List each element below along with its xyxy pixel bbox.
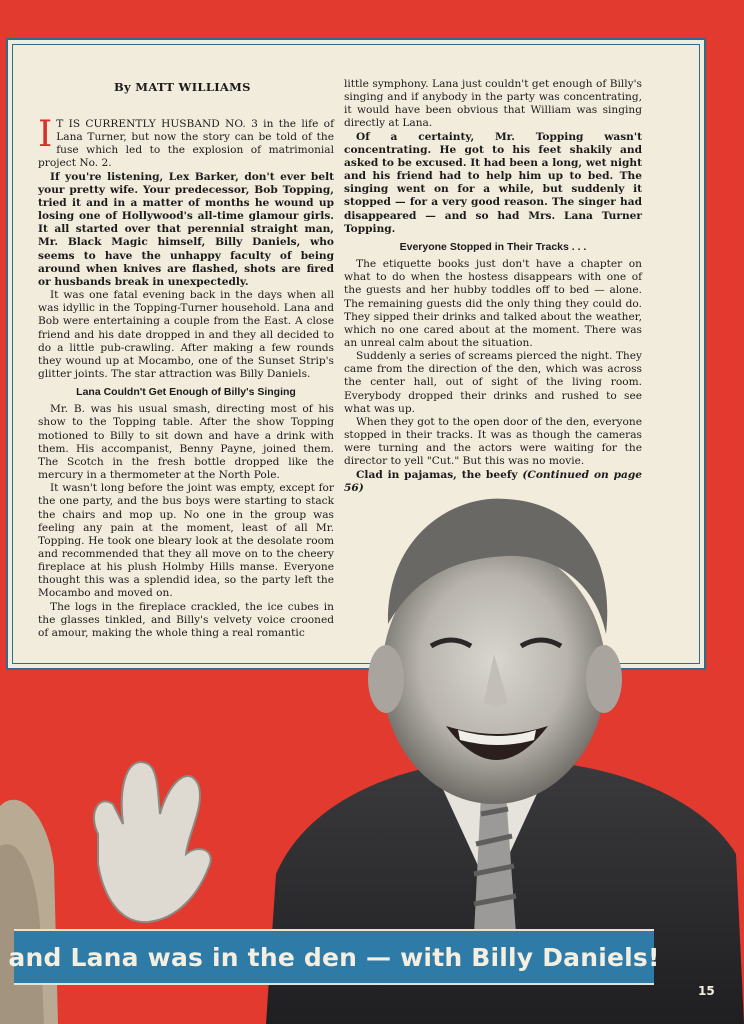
subheading: Lana Couldn't Get Enough of Billy's Singing — [76, 386, 296, 399]
photo-caption-bar — [8, 929, 660, 985]
paragraph: It was one fatal evening back in the days when all was idyllic in the Topping-Turner household. Lana and Bob were entertaining a couple from the East. A close friend and his date dropped in and they all decided to do a little pub-crawling. After making a few rounds they wound up at Mocambo, one of the Sunset Strip's glitter joints. The star attraction was Billy Daniels. — [38, 289, 334, 380]
byline: By MATT WILLIAMS — [114, 80, 251, 94]
raised-hand-photo — [78, 744, 228, 924]
paragraph: It wasn't long before the joint was empty, except for the one party, and the bus boys were starting to stack the chairs and mop up. No one in the group was feeling any pain at the moment, least of all Mr. Topping. He took one bleary look at the desolate room and recommended that they all move on to the cheery fireplace at his plush Holmby Hills manse. Everyone thought this was a splendid idea, so the party left the Mocambo and moved on. — [38, 482, 334, 600]
paragraph: Mr. B. was his usual smash, directing most of his show to the Topping table. After the show Topping motioned to Billy to sit down and have a drink with them. His accompanist, Benny Payne, joined them. The Scotch in the fresh bottle dropped like the mercury in a thermometer at the North Pole. — [38, 403, 334, 482]
lead-paragraph — [38, 114, 334, 171]
paragraph: Of a certainty, Mr. Topping wasn't concentrating. He got to his feet shakily and asked to be excused. It had been a long, wet night and his friend had to help him up to bed. The singing went on for a while, but suddenly it stopped — for a very good reason. The singer had disappeared — and so had Mrs. Lana Turner Topping. — [344, 130, 642, 235]
drop-cap: I — [38, 114, 53, 155]
closing-text: Clad in pajamas, the beefy — [356, 468, 523, 481]
paragraph: If you're listening, Lex Barker, don't ever belt your pretty wife. Your predecessor, Bob Topping, tried it and in a matter of months he wound up losing one of Hollywood's all-time glamour girls. It all started over that perennial straight man, Mr. Black Magic himself, Billy Daniels, who seems to have the unhappy faculty of being around when knives are flashed, shots are fired or husbands break in unexpectedly. — [38, 170, 334, 288]
paragraph: Suddenly a series of screams pierced the night. They came from the direction of the den, which was across the center hall, out of sight of the living room. Everybody dropped their drinks and rushed to see what was up. — [344, 350, 642, 415]
lead-text: T IS CURRENTLY HUSBAND NO. 3 in the life of Lana Turner, but now the story can be told of the fuse which led to the explosion of matrimonial project No. 2. — [38, 118, 334, 170]
subheading: Everyone Stopped in Their Tracks . . . — [399, 240, 587, 253]
continued-note: (Continued on page 56) — [344, 468, 642, 494]
paragraph: The logs in the fireplace crackled, the ice cubes in the glasses tinkled, and Billy's velvety voice crooned of amour, making the whole thing a real romantic — [38, 600, 334, 639]
photo-caption: and Lana was in the den — with Billy Daniels! — [8, 942, 660, 972]
article-column-right — [344, 78, 642, 495]
partial-figure-photo — [0, 786, 58, 1024]
paragraph: The etiquette books just don't have a chapter on what to do when the hostess disappears with one of the guests and her hubby toddles off to bed — alone. The remaining guests did the only thing they could do. They sipped their drinks and talked about the weather, which no one cared about at the moment. There was an unreal calm about the situation. — [344, 258, 642, 349]
paragraph: little symphony. Lana just couldn't get enough of Billy's singing and if anybody in the party was concentrating, it would have been obvious that William was singing directly at Lana. — [344, 78, 642, 130]
paragraph: When they got to the open door of the den, everyone stopped in their tracks. It was as though the cameras were turning and the actors were waiting for the director to yell "Cut." But this was no movie. — [344, 415, 642, 468]
page-number: 15 — [698, 984, 715, 998]
